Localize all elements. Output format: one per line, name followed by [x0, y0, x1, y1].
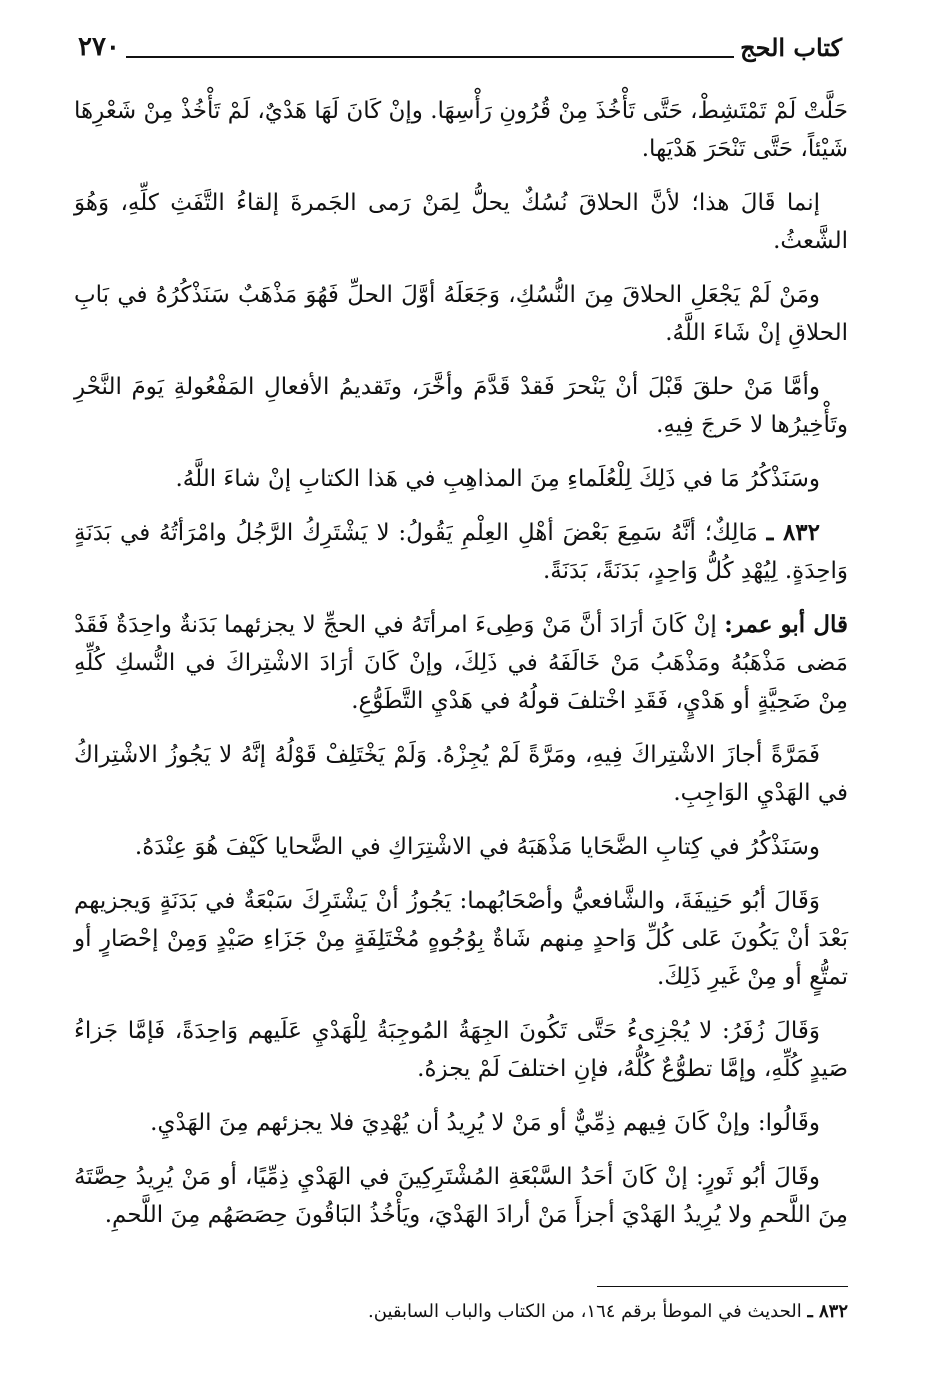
paragraph: وأمَّا مَنْ حلقَ قَبْلَ أنْ يَنْحرَ فَقدْ قَدَّمَ وأخَّرَ، وتَقديمُ الأفعالِ المَفْعُولةِ يَومَ النَّحْرِ وتَأْخِيرُها لا حَرجَ فِيهِ.	[74, 374, 848, 438]
paragraph: فَمَرَّةً أجازَ الاشْتِراكَ فِيهِ، ومَرَّةً لَمْ يُجِزْهُ. وَلَمْ يَخْتَلِفْ قَوْلُهُ إنَّهُ لا يَجُوزُ الاشْتِراكُ في الهَدْيِ الوَاجِبِ.	[74, 742, 848, 806]
paragraph: ومَنْ لَمْ يَجْعَلِ الحلاقَ مِنَ النُّسُكِ، وَجَعَلَهُ أوَّلَ الحلِّ فَهُوَ مَذْهَبٌ سَنَذْكُرُهُ في بَابِ الحلاقِ إنْ شَاءَ اللَّهُ.	[74, 282, 848, 346]
commentary-paragraph	[74, 606, 848, 720]
footnote-text: الحديث في الموطأ برقم ١٦٤، من الكتاب والباب السابقين.	[368, 1301, 802, 1322]
footnote	[74, 1298, 848, 1326]
paragraph: وسَنَذْكُرُ مَا في ذَلِكَ لِلْعُلَماءِ مِنَ المذاهِبِ في هَذا الكتابِ إنْ شاءَ اللَّهُ.	[175, 466, 820, 492]
commentary-text: إنْ كَانَ أرَادَ أنَّ مَنْ وَطِىءَ امرأتَهُ في الحجِّ لا يجزئهما بَدَنةٌ واحِدَةٌ فَقَدْ مَضى مَذْهَبُهُ ومَذْهَبُ مَنْ خَالَفَهُ في ذَلِكَ، وإنْ كَانَ أرَادَ الاشْتِراكَ في النُّسكِ كُلِّهِ مِنْ ضَحِيَّةٍ أو هَدْيٍ، فَقَدِ اخْتلفَ قولُهُ في هَدْيِ التَّطَوُّعِ.	[74, 612, 848, 714]
page-number: ٢٧٠	[78, 32, 120, 62]
footnote-rule	[597, 1286, 848, 1287]
paragraph: حَلَّتْ لَمْ تَمْتَشِطْ، حَتَّى تَأْخُذَ مِنْ قُرُونِ رَأْسِهَا. وإنْ كَانَ لَهَا هَدْيٌ، لَمْ تَأْخُذْ مِنْ شَعْرِهَا شَيْئاً، حَتَّى تَنْحَرَ هَدْيَها.	[74, 98, 848, 162]
hadith-number: ٨٣٢ ـ	[766, 519, 820, 546]
page-header	[70, 30, 848, 64]
commentary-author: قال أبو عمر:	[724, 611, 849, 638]
book-title: كتاب الحج	[740, 32, 842, 62]
paragraph: وسَنَذْكُرُ في كِتابِ الضَّحَايا مَذْهَبَهُ في الاشْتِرَاكِ في الضَّحايا كَيْفَ هُوَ عِنْدَهُ.	[134, 834, 820, 860]
paragraph: وقَالَ أبُو ثَورٍ: إنْ كَانَ أحَدُ السَّبْعَةِ المُشْتَرِكِينَ في الهَدْيِ ذِمِّيًا، أو مَنْ يُرِيدُ حِصَّتَهُ مِنَ اللَّحمِ ولا يُرِيدُ الهَدْيَ أجزأَ مَنْ أرادَ الهَدْيَ، ويَأْخُذُ البَاقُونَ حِصَصَهُم مِنَ اللَّحمِ.	[74, 1164, 848, 1228]
footnote-number: ٨٣٢ ـ	[807, 1301, 848, 1322]
paragraph: وقَالُوا: وإنْ كَانَ فِيهم ذِمِّيٌّ أو مَنْ لا يُرِيدُ أن يُهْدِيَ فلا يجزئهم مِنَ الهَدْيِ.	[150, 1110, 820, 1136]
paragraph: وَقَالَ زُفَرُ: لا يُجْزِىءُ حَتَّى تَكُونَ الجِهَةُ المُوجِبَةُ لِلْهَدْيِ عَلَيهم وَاحِدَةً، فَإمَّا جَزاءُ صَيدٍ كُلِّهِ، وإمَّا تطوُّعٌ كُلُّهُ، فإنِ اختلفَ لَمْ يجزهُ.	[74, 1018, 848, 1082]
header-rule	[126, 56, 734, 58]
hadith-text: مَالِكٌ؛ أنَّهُ سَمِعَ بَعْضَ أهْلِ العِلْمِ يَقُولُ: لا يَشْتَرِكُ الرَّجُلُ وامْرَأتُهُ في بَدَنَةٍ وَاحِدَةٍ. لِيُهْدِ كُلُّ وَاحِدٍ، بَدَنَةً، بَدَنَةً.	[74, 520, 848, 584]
hadith-paragraph	[74, 514, 848, 590]
body-text	[74, 92, 848, 1250]
paragraph: وَقَالَ أبُو حَنِيفَةَ، والشَّافعيُّ وأصْحَابُهما: يَجُوزُ أنْ يَشْتَرِكَ سَبْعَةٌ في بَدَنَةٍ وَيجزيهم بَعْدَ أنْ يَكُونَ عَلى كُلِّ وَاحدٍ مِنهم شَاةٌ بِوُجُوهٍ مُخْتَلِفَةٍ مِنْ جَزَاءِ صَيْدٍ وَمِنْ إحْصَارٍ أو تمتُّعٍ أو مِنْ غَيرِ ذَلِكَ.	[74, 888, 848, 990]
paragraph: إنما قَالَ هذا؛ لأنَّ الحلاقَ نُسُكٌ يحلُّ لِمَنْ رَمى الجَمرةَ إلقاءُ التَّفَثِ كلِّهِ، وَهُوَ الشَّعثُ.	[74, 190, 848, 254]
